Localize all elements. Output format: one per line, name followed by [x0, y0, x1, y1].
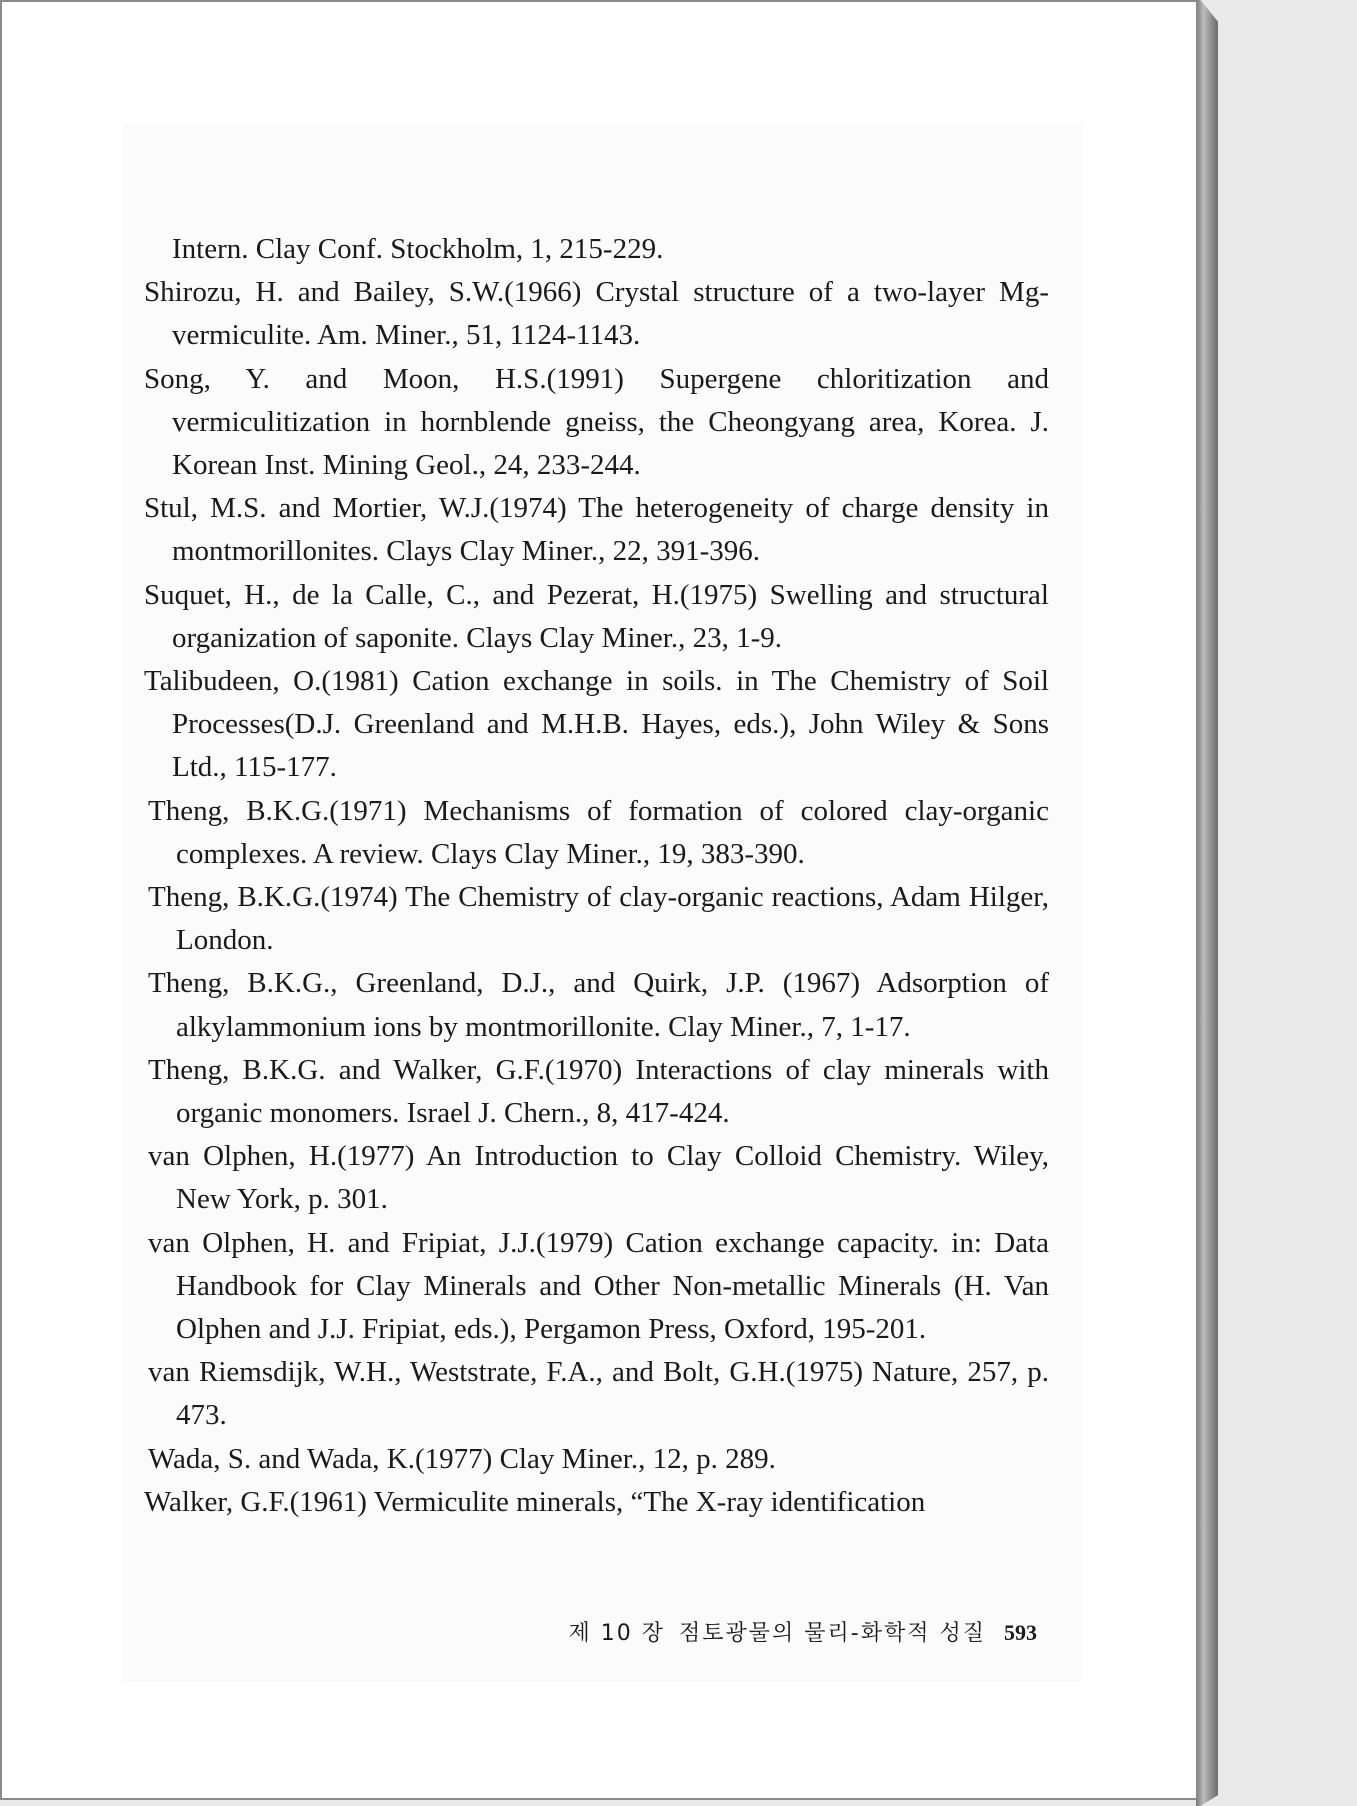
- chapter-label: 제 10 장: [568, 1621, 666, 1646]
- reference-entry: Suquet, H., de la Calle, C., and Pezerat, H.(1975) Swelling and structural organization of saponite. Clays Clay Miner., 23, 1-9.: [144, 578, 1049, 654]
- reference-entry: Shirozu, H. and Bailey, S.W.(1966) Crystal structure of a two-layer Mg-vermiculite. Am. Miner., 51, 1124-1143.: [144, 276, 1049, 352]
- reference-list: [144, 228, 1049, 1524]
- page-footer: [507, 1616, 1037, 1647]
- reference-entry: Theng, B.K.G.(1974) The Chemistry of clay-organic reactions, Adam Hilger, London.: [148, 881, 1049, 957]
- reference-entry: Walker, G.F.(1961) Vermiculite minerals, “The X-ray identification: [144, 1485, 926, 1518]
- chapter-title: 점토광물의 물리-화학적 성질: [679, 1621, 986, 1646]
- reference-continuation: Intern. Clay Conf. Stockholm, 1, 215-229.: [172, 233, 664, 265]
- reference-entry: van Olphen, H. and Fripiat, J.J.(1979) Cation exchange capacity. in: Data Handbook for Clay Minerals and Other Non-metallic Minerals (H. Van Olphen and J.J. Fripiat, eds.), Pergamon Press, Oxford, 195-201.: [148, 1226, 1049, 1346]
- reference-entry: van Olphen, H.(1977) An Introduction to Clay Colloid Chemistry. Wiley, New York, p. 301.: [148, 1140, 1049, 1216]
- reference-entry: Stul, M.S. and Mortier, W.J.(1974) The heterogeneity of charge density in montmorillonites. Clays Clay Miner., 22, 391-396.: [144, 492, 1049, 568]
- reference-entry: Song, Y. and Moon, H.S.(1991) Supergene chloritization and vermiculitization in hornblende gneiss, the Cheongyang area, Korea. J. Korean Inst. Mining Geol., 24, 233-244.: [144, 362, 1049, 482]
- reference-entry: Wada, S. and Wada, K.(1977) Clay Miner., 12, p. 289.: [148, 1442, 776, 1475]
- reference-entry: van Riemsdijk, W.H., Weststrate, F.A., and Bolt, G.H.(1975) Nature, 257, p. 473.: [148, 1356, 1049, 1432]
- reference-entry: Talibudeen, O.(1981) Cation exchange in soils. in The Chemistry of Soil Processes(D.J. Greenland and M.H.B. Hayes, eds.), John Wiley & Sons Ltd., 115-177.: [144, 665, 1049, 784]
- reference-entry: Theng, B.K.G. and Walker, G.F.(1970) Interactions of clay minerals with organic monomers. Israel J. Chern., 8, 417-424.: [148, 1053, 1049, 1130]
- reference-entry: Theng, B.K.G., Greenland, D.J., and Quirk, J.P. (1967) Adsorption of alkylammonium ions by montmorillonite. Clay Miner., 7, 1-17.: [148, 967, 1049, 1043]
- page-number: 593: [1004, 1620, 1037, 1645]
- page-edge-shadow: [1196, 0, 1218, 1806]
- reference-entry: Theng, B.K.G.(1971) Mechanisms of formation of colored clay-organic complexes. A review. Clays Clay Miner., 19, 383-390.: [148, 794, 1049, 870]
